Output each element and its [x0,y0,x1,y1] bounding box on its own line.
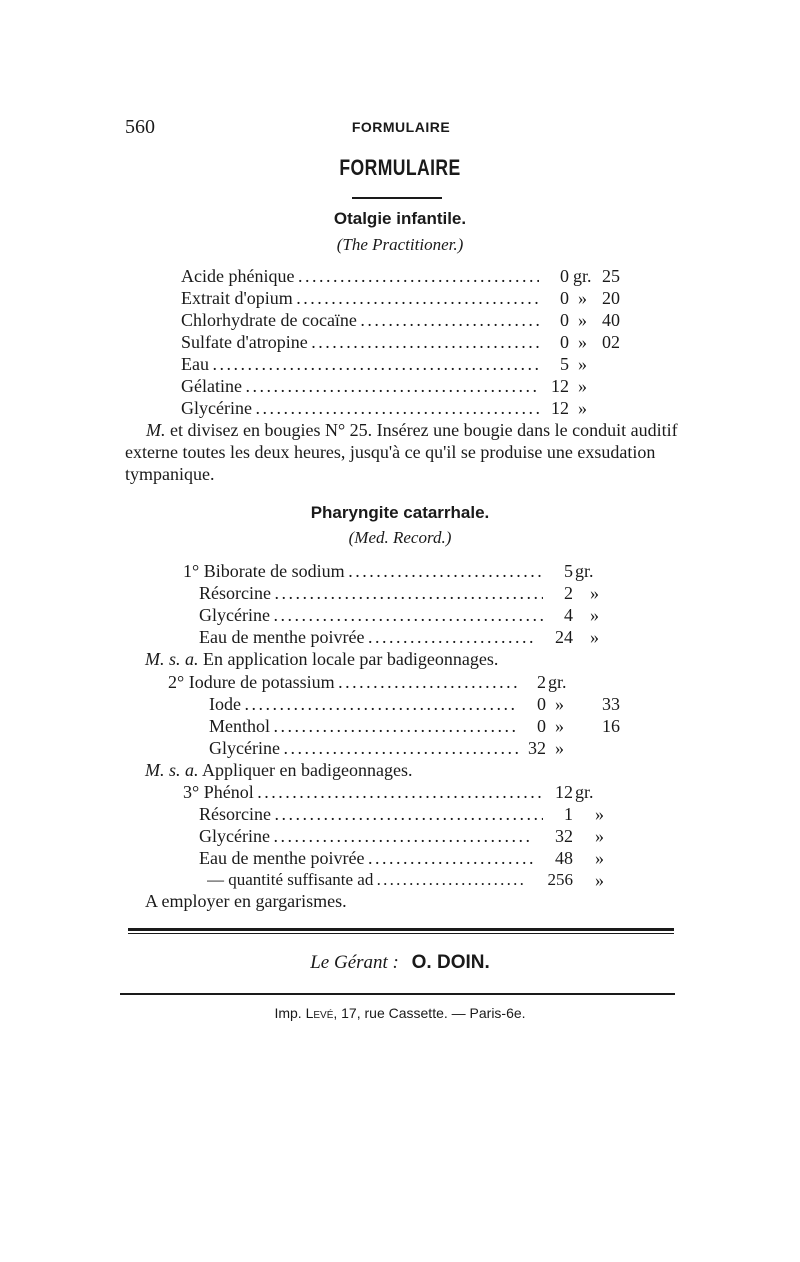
ingredient-unit: » [590,627,599,647]
ingredient-name: Acide phénique . . . [181,265,553,287]
formula1-row [199,604,623,626]
pharyngite-source: (Med. Record.) [348,528,452,547]
abbreviation: M. s. a. [145,649,199,669]
ingredient-name: Extrait d'opium . . . [181,287,553,309]
ingredient-qty: 5 [539,353,569,375]
ingredient-qty: 2 [518,671,546,693]
ingredient-qty: 12 [539,375,569,397]
formula3-row [207,869,627,891]
ingredient-name: Glycérine . . . [209,737,537,759]
formula2-row [168,671,608,693]
imprint-address: 17, rue Cassette. — Paris-6e. [341,1005,526,1021]
footer-double-rule [128,928,674,934]
ingredient-unit: » [578,398,587,418]
gerant-label: Le Gérant : [310,952,399,973]
ingredient-unit: gr. [575,782,594,802]
running-head [125,116,677,138]
ingredient-qty: 0 [518,715,546,737]
ingredient-qty: 4 [543,604,573,626]
ingredient-unit: » [555,738,564,758]
formula2-row [209,737,629,759]
ingredient-name: Menthol . . . [209,715,537,737]
instruction-text: et divisez en bougies N° 25. Insérez une bougie dans le conduit auditif externe toutes les deux heures, jusqu'à ce qu'il se produise une exsudation tympanique. [125,420,678,484]
ingredient-qty: 256 [525,869,573,891]
ingredient-name: Eau de menthe poivrée . . . [199,847,567,869]
ingredient-name: Résorcine . . . [199,582,563,604]
otalgie-row [181,353,626,375]
otalgie-title: Otalgie infantile. [333,209,467,228]
ingredient-qty: 0 [539,287,569,309]
ingredient-name: Glycérine . . . [199,825,567,847]
ingredient-name: Eau . . . [181,353,553,375]
ingredient-unit: » [555,694,564,714]
formula2-instructions [145,759,645,781]
ingredient-unit: » [578,288,587,308]
title-rule [352,197,442,199]
otalgie-row [181,397,626,419]
ingredient-qty: 48 [533,847,573,869]
formula2-row [209,715,629,737]
imprint-prefix: Imp. [274,1005,302,1021]
otalgie-row [181,309,626,331]
ingredient-name: Eau de menthe poivrée . . . [199,626,563,648]
otalgie-instructions [125,419,678,485]
ingredient-unit: » [595,804,604,824]
formula1-row [199,582,623,604]
ingredient-unit: gr. [548,672,567,692]
formula3-row [183,781,628,803]
otalgie-row [181,375,626,397]
formula1-instructions [145,648,645,670]
ingredient-qty: 5 [543,560,573,582]
ingredient-name: Résorcine . . . [199,803,567,825]
ingredient-fraction: 16 [602,716,620,736]
ingredient-fraction: 20 [602,288,620,308]
formula3-row [199,847,627,869]
ingredient-qty: 32 [518,737,546,759]
otalgie-source: (The Practitioner.) [336,235,464,254]
ingredient-fraction: 33 [602,694,620,714]
ingredient-name: Iode . . . [209,693,537,715]
formula1-row [183,560,623,582]
formula3-instructions: A employer en gargarismes. [145,891,347,911]
formula1-row [199,626,623,648]
ingredient-name: — quantité suffisante ad . . . [207,869,567,891]
ingredient-fraction: 02 [602,332,620,352]
ingredient-unit: » [578,310,587,330]
ingredient-name: 1° Biborate de sodium . . . [183,560,563,582]
gerant-signature [0,952,800,974]
ingredient-qty: 12 [539,397,569,419]
formula3-row [199,825,627,847]
instruction-text: En application locale par badigeonnages. [203,649,499,669]
imprint-line [0,1005,800,1021]
ingredient-unit: » [578,332,587,352]
ingredient-qty: 1 [543,803,573,825]
ingredient-name: Chlorhydrate de cocaïne . . . [181,309,553,331]
ingredient-unit: » [590,583,599,603]
ingredient-qty: 0 [518,693,546,715]
ingredient-name: Gélatine . . . [181,375,553,397]
ingredient-qty: 0 [539,265,569,287]
gerant-name: O. DOIN. [411,952,490,973]
ingredient-unit: » [595,870,604,890]
otalgie-row [181,331,626,353]
ingredient-name: 2° Iodure de potassium . . . [168,671,538,693]
ingredient-qty: 0 [539,331,569,353]
ingredient-unit: » [578,376,587,396]
ingredient-unit: » [555,716,564,736]
ingredient-qty: 32 [533,825,573,847]
page-number: 560 [125,116,155,138]
ingredient-name: Glycérine . . . [199,604,563,626]
ingredient-name: Sulfate d'atropine . . . [181,331,553,353]
ingredient-fraction: 40 [602,310,620,330]
ingredient-name: 3° Phénol . . . [183,781,568,803]
otalgie-row [181,265,626,287]
ingredient-unit: » [595,848,604,868]
section-title: FORMULAIRE [339,155,461,180]
abbreviation: M. s. a. [145,760,199,780]
ingredient-qty: 12 [543,781,573,803]
ingredient-name: Glycérine . . . [181,397,553,419]
imprint-printer: Levé, [305,1005,338,1021]
otalgie-row [181,287,626,309]
instruction-text: Appliquer en badigeonnages. [202,760,413,780]
ingredient-unit: » [595,826,604,846]
formula3-row [199,803,627,825]
ingredient-unit: » [578,354,587,374]
ingredient-fraction: 25 [602,266,620,286]
ingredient-qty: 24 [533,626,573,648]
ingredient-unit: » [590,605,599,625]
pharyngite-title: Pharyngite catarrhale. [310,503,490,522]
running-title: FORMULAIRE [351,119,451,135]
footer-rule [120,993,675,995]
formula2-row [209,693,629,715]
abbreviation: M. [146,420,166,440]
ingredient-unit: gr. [575,561,594,581]
ingredient-qty: 2 [543,582,573,604]
ingredient-unit: gr. [573,266,592,286]
ingredient-qty: 0 [539,309,569,331]
